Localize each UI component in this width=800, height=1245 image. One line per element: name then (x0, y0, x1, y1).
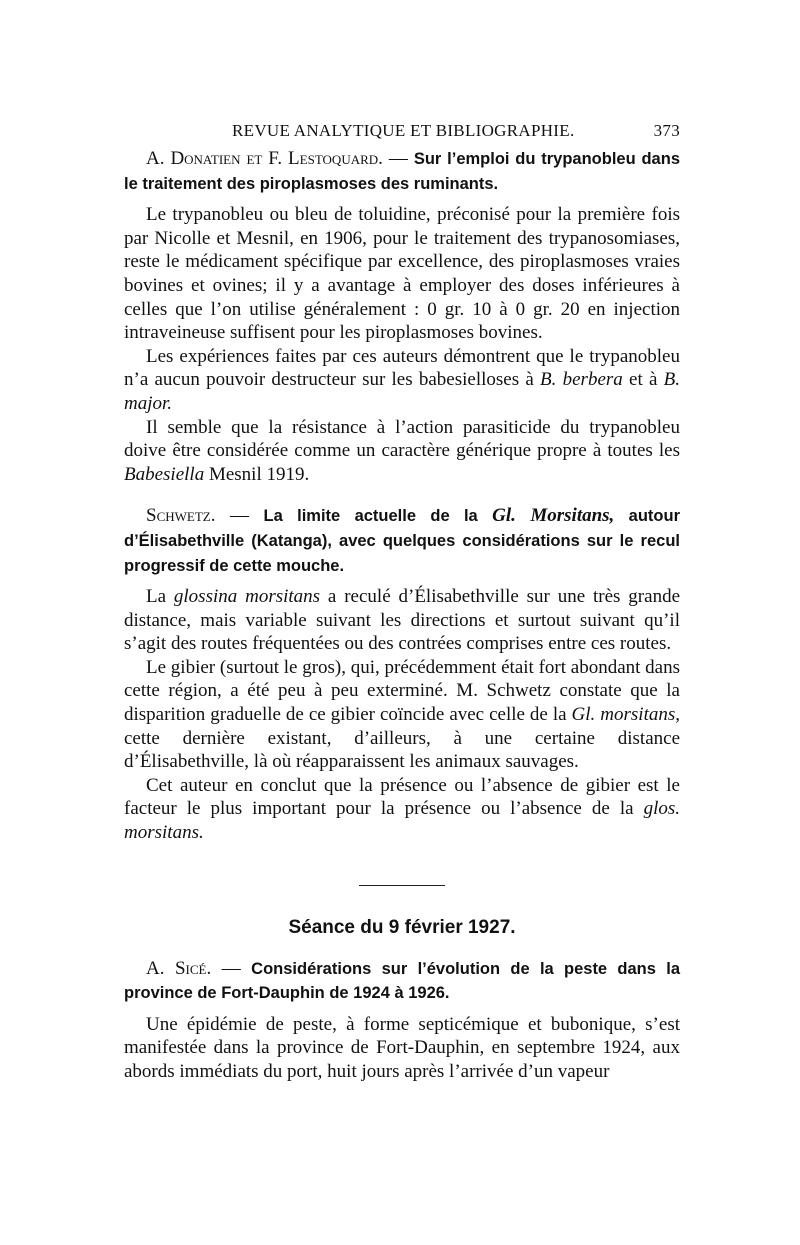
article-2-dash: — (215, 505, 264, 527)
species-name: Gl. Morsitans, (492, 505, 615, 527)
article-3-dash: — (211, 957, 252, 979)
article-2-heading (124, 504, 680, 578)
article-1-heading (124, 147, 680, 196)
article-3-authors: A. Sicé. (146, 957, 212, 979)
species-name: Gl. morsitans, (571, 704, 680, 726)
article-1-dash: — (382, 148, 414, 169)
text-run: autour d’Élisabethville (Katanga), avec quelques considérations sur le recul progressif de cette mouche. (124, 507, 680, 575)
article-1-paragraph-2 (124, 345, 680, 416)
species-name: B. berbera (540, 369, 623, 391)
species-name: glossina morsitans (173, 586, 321, 608)
text-run: Mesnil 1919. (204, 463, 310, 485)
article-1-title: Sur l’emploi du trypanobleu dans le traitement des piroplasmoses des ruminants. (124, 150, 680, 193)
running-head-title: REVUE ANALYTIQUE ET BIBLIOGRAPHIE. (232, 121, 575, 140)
article-3-title: Considérations sur l’évolution de la peste dans la province de Fort-Dauphin de 1924 à 1926. (124, 959, 681, 1003)
section-divider (359, 885, 445, 886)
seance-heading: Séance du 9 février 1927. (288, 916, 516, 938)
text-run: Il semble que la résistance à l’action parasiticide du trypanobleu doive être considérée comme un caractère générique propre à toutes les (124, 416, 680, 462)
text-run: Les expériences faites par ces auteurs démontrent que le trypanobleu n’a aucun pouvoir destructeur sur les babesielloses à (124, 345, 680, 391)
page-number: 373 (653, 121, 680, 140)
article-1-paragraph-3 (124, 416, 680, 487)
text-run: La (146, 586, 174, 608)
text-run: La limite actuelle de la (263, 507, 493, 526)
article-2-paragraph-1 (124, 585, 680, 656)
article-3-paragraph-1: Une épidémie de peste, à forme septicémique et bubonique, s’est manifestée dans la province de Fort-Dauphin, en septembre 1924, aux abords immédiats du port, huit jours après l’arrivée d’un vapeur (124, 1013, 680, 1082)
genus-name: Babesiella (124, 463, 205, 485)
article-1-authors: A. Donatien et F. Lestoquard. (146, 148, 383, 169)
article-2-paragraph-3 (124, 774, 680, 845)
page (124, 117, 680, 1084)
species-name: B. major. (124, 369, 680, 414)
text-run: Le gibier (surtout le gros), qui, précédemment était fort abondant dans cette région, a été peu à peu exterminé. M. Schwetz constate que la disparition graduelle de ce gibier coïncide avec celle de la (124, 656, 680, 726)
text-run: Cet auteur en conclut que la présence ou l’absence de gibier est le facteur le plus important pour la présence ou l’absence de la (124, 774, 680, 820)
article-2-authors: Schwetz. (146, 505, 216, 527)
species-name: glos. morsitans. (124, 798, 680, 844)
article-2-paragraph-2 (124, 656, 680, 774)
running-head (124, 117, 680, 147)
article-3-heading (124, 957, 680, 1006)
text-run: a reculé d’Élisabethville sur une très grande distance, mais variable suivant les directions et surtout suivant qu’il s’agit des routes fréquentées ou des contrées comprises entre ces routes. (124, 586, 681, 655)
article-1-paragraph-1: Le trypanobleu ou bleu de toluidine, préconisé pour la première fois par Nicolle et Mesnil, en 1906, pour le traitement des trypanosomiases, reste le médicament spécifique par excellence, des piroplasmoses vraies bovines et ovines; il y a avantage à employer des doses inférieures à celles que l’on utilise généralement : 0 gr. 10 à 0 gr. 20 en injection intraveineuse suffisent pour les piroplasmoses bovines. (124, 204, 680, 344)
text-run: et à (622, 369, 664, 391)
text-run: cette dernière existant, d’ailleurs, à une certaine distance d’Élisabethville, là où réapparaissent les animaux sauvages. (124, 727, 680, 773)
